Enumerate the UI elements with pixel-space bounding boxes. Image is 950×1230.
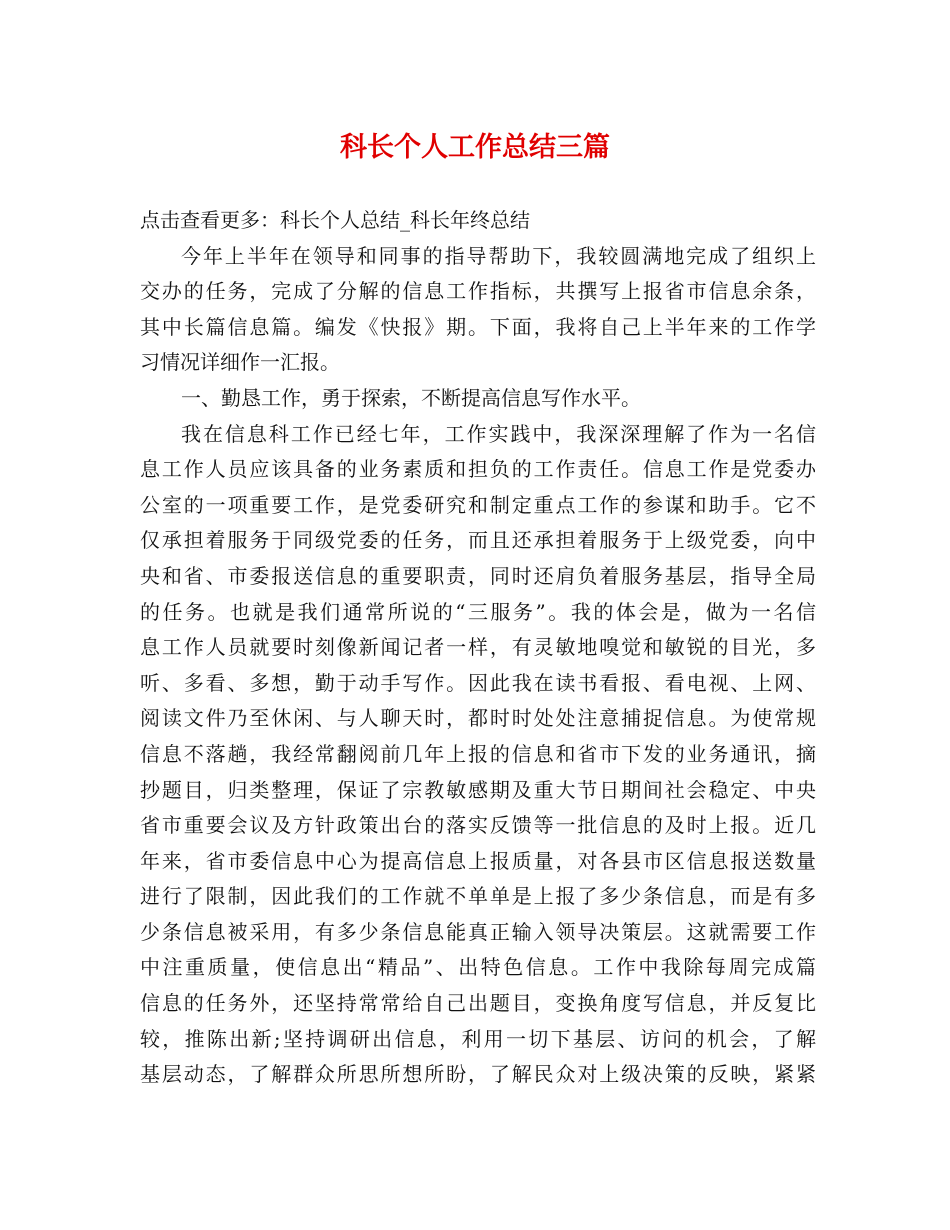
body-text-line: 省市重要会议及方针政策出台的落实反馈等一批信息的及时上报。近几: [140, 813, 816, 838]
body-text-line: 少条信息被采用，有多少条信息能真正输入领导决策层。这就需要工作: [140, 919, 816, 944]
body-text-line: 习情况详细作一汇报。: [140, 350, 340, 375]
body-text-line: 我在信息科工作已经七年，工作实践中，我深深理解了作为一名信: [181, 421, 816, 446]
body-text-line: 息工作人员就要时刻像新闻记者一样，有灵敏地嗅觉和敏锐的目光，多: [140, 635, 816, 660]
body-text-line: 一、勤恳工作，勇于探索，不断提高信息写作水平。: [181, 385, 641, 410]
document-body: [140, 203, 816, 1093]
body-text-line: 的任务。也就是我们通常所说的“三服务”。我的体会是，做为一名信: [140, 599, 816, 624]
body-text-line: 其中长篇信息篇。编发《快报》期。下面，我将自己上半年来的工作学: [140, 314, 816, 339]
body-text-line: 信息的任务外，还坚持常常给自己出题目，变换角度写信息，并反复比: [140, 991, 816, 1016]
body-text-line: 交办的任务，完成了分解的信息工作指标，共撰写上报省市信息余条，: [140, 279, 816, 304]
body-text-line: 阅读文件乃至休闲、与人聊天时，都时时处处注意捕捉信息。为使常规: [140, 706, 816, 731]
body-text-line: 仅承担着服务于同级党委的任务，而且还承担着服务于上级党委，向中: [140, 528, 816, 553]
body-text-line: 年来，省市委信息中心为提高信息上报质量，对各县市区信息报送数量: [140, 848, 816, 873]
body-text-line: 听、多看、多想，勤于动手写作。因此我在读书看报、看电视、上网、: [140, 670, 816, 695]
body-text-line: 点击查看更多：科长个人总结_科长年终总结: [140, 208, 530, 232]
body-text-line: 较，推陈出新;坚持调研出信息，利用一切下基层、访问的机会，了解: [140, 1026, 816, 1051]
body-text-line: 公室的一项重要工作，是党委研究和制定重点工作的参谋和助手。它不: [140, 492, 816, 517]
body-text-line: 中注重质量，使信息出“精品”、出特色信息。工作中我除每周完成篇: [140, 955, 816, 980]
body-text-line: 今年上半年在领导和同事的指导帮助下，我较圆满地完成了组织上: [181, 243, 816, 268]
body-text-line: 央和省、市委报送信息的重要职责，同时还肩负着服务基层，指导全局: [140, 563, 816, 588]
body-text-line: 息工作人员应该具备的业务素质和担负的工作责任。信息工作是党委办: [140, 457, 816, 482]
body-text-line: 抄题目，归类整理，保证了宗教敏感期及重大节日期间社会稳定、中央: [140, 777, 816, 802]
body-text-line: 信息不落趟，我经常翻阅前几年上报的信息和省市下发的业务通讯，摘: [140, 741, 816, 766]
body-text-line: 基层动态，了解群众所思所想所盼，了解民众对上级决策的反映，紧紧: [140, 1062, 816, 1087]
document-title: 科长个人工作总结三篇: [340, 132, 610, 163]
body-text-line: 进行了限制，因此我们的工作就不单单是上报了多少条信息，而是有多: [140, 884, 816, 909]
